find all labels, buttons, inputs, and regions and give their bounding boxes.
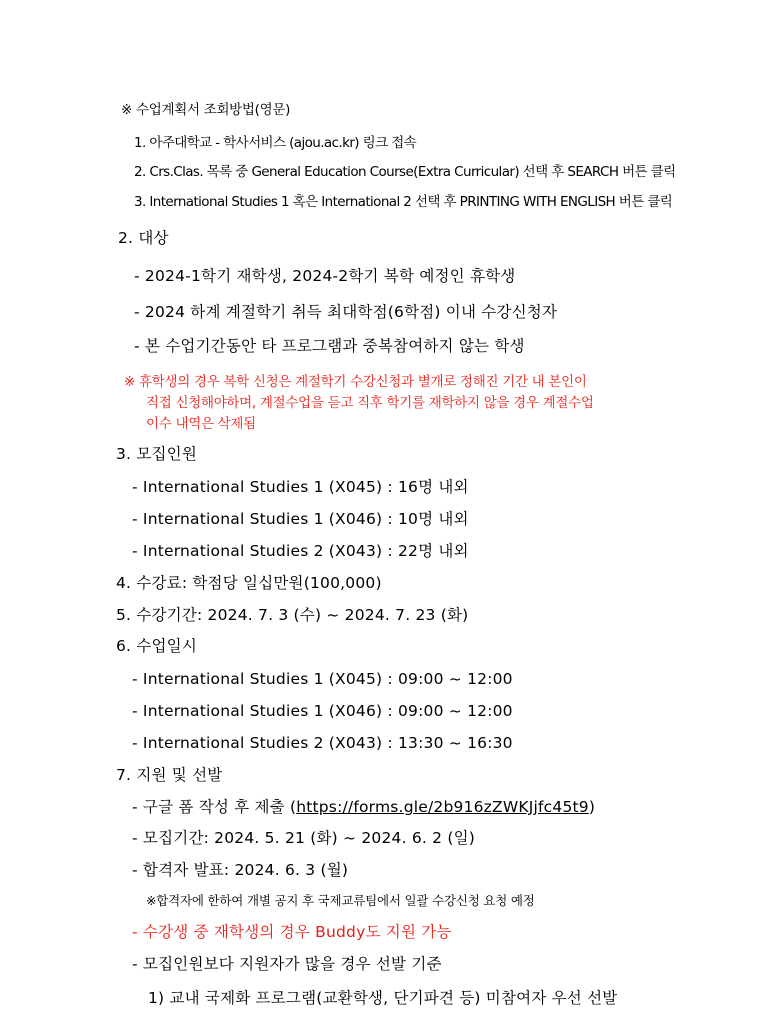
eligibility-item-1: - 2024-1학기 재학생, 2024-2학기 복학 예정인 휴학생 <box>134 267 516 285</box>
quota-item-x045: - International Studies 1 (X045) : 16명 내외 <box>132 478 469 496</box>
eligibility-item-3: - 본 수업기간동안 타 프로그램과 중복참여하지 않는 학생 <box>134 337 525 355</box>
eligibility-item-2: - 2024 하계 계절학기 취득 최대학점(6학점) 이내 수강신청자 <box>134 303 558 321</box>
selection-criteria-1: 1) 교내 국제화 프로그램(교환학생, 단기파견 등) 미참여자 우선 선발 <box>148 989 618 1007</box>
section-7-heading: 7. 지원 및 선발 <box>116 766 223 784</box>
quota-item-x046: - International Studies 1 (X046) : 10명 내외 <box>132 510 469 528</box>
recruit-period: - 모집기간: 2024. 5. 21 (화) ~ 2024. 6. 2 (일) <box>132 829 476 847</box>
syllabus-step-3: 3. International Studies 1 혹은 International 2 선택 후 PRINTING WITH ENGLISH 버튼 클릭 <box>134 194 673 210</box>
syllabus-step-2: 2. Crs.Clas. 목록 중 General Education Course(Extra Curricular) 선택 후 SEARCH 버튼 클릭 <box>134 164 676 180</box>
schedule-item-x043: - International Studies 2 (X043) : 13:30 ~ 16:30 <box>132 734 513 752</box>
quota-item-x043: - International Studies 2 (X043) : 22명 내외 <box>132 542 469 560</box>
schedule-item-x046: - International Studies 1 (X046) : 09:00 ~ 12:00 <box>132 702 513 720</box>
syllabus-step-1: 1. 아주대학교 - 학사서비스 (ajou.ac.kr) 링크 접속 <box>134 135 417 151</box>
google-form-prefix: - 구글 폼 작성 후 제출 ( <box>132 798 297 816</box>
google-form-link[interactable]: https://forms.gle/2b916zZWKJjfc45t9 <box>296 798 589 816</box>
announcement-note: ※합격자에 한하여 개별 공지 후 국제교류팀에서 일괄 수강신청 요청 예정 <box>146 893 535 908</box>
result-announcement: - 합격자 발표: 2024. 6. 3 (월) <box>132 861 349 879</box>
buddy-notice: - 수강생 중 재학생의 경우 Buddy도 지원 가능 <box>132 923 452 941</box>
section-3-heading: 3. 모집인원 <box>116 445 198 463</box>
leave-warning-line-2: 직접 신청해야하며, 계절수업을 듣고 직후 학기를 재학하지 않을 경우 계절수업 <box>146 395 594 411</box>
syllabus-notice-title: ※ 수업계획서 조회방법(영문) <box>121 102 291 118</box>
leave-warning-line-3: 이수 내역은 삭제됨 <box>146 416 256 432</box>
section-6-heading: 6. 수업일시 <box>116 637 198 655</box>
section-2-heading: 2. 대상 <box>118 229 169 247</box>
leave-warning-line-1: ※ 휴학생의 경우 복학 신청은 계절학기 수강신청과 별개로 정해진 기간 내 본인이 <box>124 374 587 390</box>
section-5-period: 5. 수강기간: 2024. 7. 3 (수) ~ 2024. 7. 23 (화) <box>116 606 469 624</box>
selection-criteria: - 모집인원보다 지원자가 많을 경우 선발 기준 <box>132 955 442 973</box>
google-form-item <box>132 798 595 817</box>
schedule-item-x045: - International Studies 1 (X045) : 09:00 ~ 12:00 <box>132 670 513 688</box>
section-4-tuition: 4. 수강료: 학점당 일십만원(100,000) <box>116 574 382 592</box>
google-form-suffix: ) <box>588 798 596 816</box>
